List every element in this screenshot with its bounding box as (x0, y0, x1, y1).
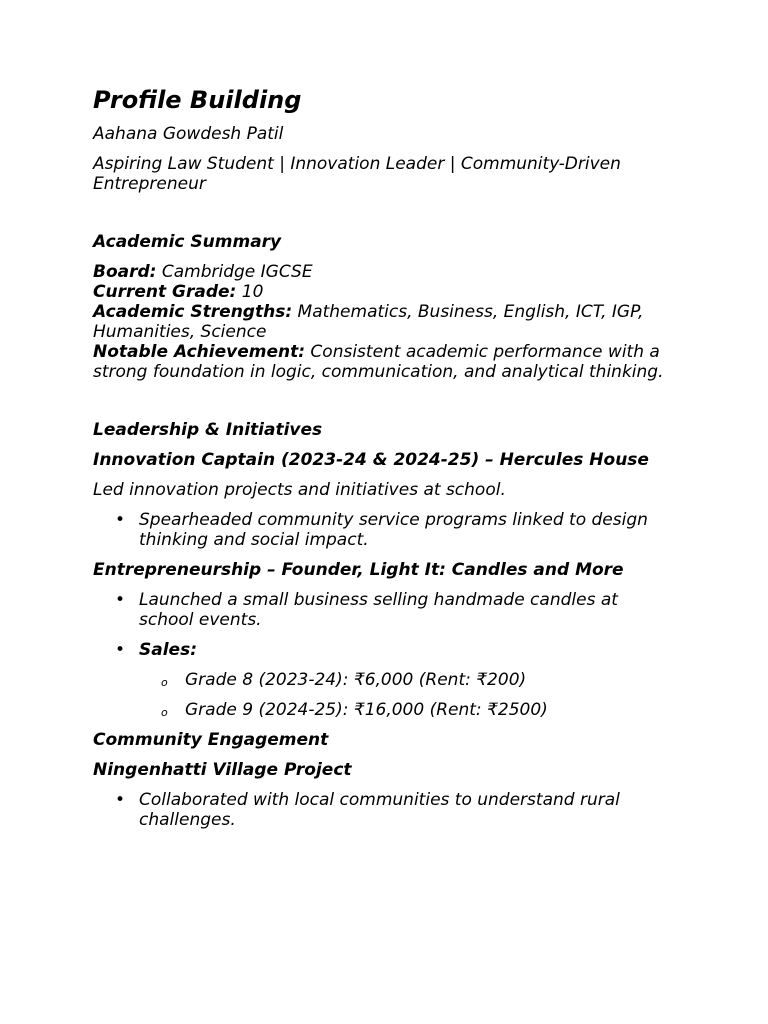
strengths-line (93, 302, 673, 342)
list-item-text: Launched a small business selling handmade candles at school events. (139, 590, 618, 630)
bullet-icon: • (115, 510, 126, 530)
sales-item-text: Grade 9 (2024-25): ₹16,000 (Rent: ₹2500) (185, 700, 548, 720)
list-item-text: Collaborated with local communities to understand rural challenges. (139, 790, 620, 830)
strengths-value: Mathematics, Business, English, ICT, IGP, Humanities, Science (93, 302, 644, 342)
list-item (93, 790, 673, 830)
innovation-captain-title: Innovation Captain (2023-24 & 2024-25) – Hercules House (93, 450, 649, 470)
achievement-label: Notable Achievement: (93, 342, 306, 362)
tagline: Aspiring Law Student | Innovation Leader | Community-Driven Entrepreneur (93, 154, 621, 194)
village-project-title: Ningenhatti Village Project (93, 760, 352, 780)
entrepreneurship-bullets (93, 590, 673, 720)
achievement-value: Consistent academic performance with a strong foundation in logic, communication, and analytical thinking. (93, 342, 664, 382)
student-name: Aahana Gowdesh Patil (93, 124, 284, 144)
leadership-heading: Leadership & Initiatives (93, 420, 323, 440)
academic-summary-details (93, 262, 673, 382)
entrepreneurship-title: Entrepreneurship – Founder, Light It: Candles and More (93, 560, 624, 580)
bullet-icon: • (115, 640, 126, 660)
innovation-captain-description: Led innovation projects and initiatives at school. (93, 480, 506, 500)
sales-label: Sales: (139, 640, 197, 660)
bullet-icon: • (115, 590, 126, 610)
document-page (93, 84, 673, 840)
community-heading: Community Engagement (93, 730, 329, 750)
board-value: Cambridge IGCSE (156, 262, 313, 282)
sales-item (139, 670, 673, 690)
achievement-line (93, 342, 673, 382)
sales-item-text: Grade 8 (2023-24): ₹6,000 (Rent: ₹200) (185, 670, 527, 690)
sales-item (139, 700, 673, 720)
circle-bullet-icon: o (161, 676, 168, 689)
board-line (93, 262, 673, 282)
circle-bullet-icon: o (161, 706, 168, 719)
list-item (93, 510, 673, 550)
innovation-captain-bullets (93, 510, 673, 550)
grade-label: Current Grade: (93, 282, 237, 302)
grade-value: 10 (236, 282, 264, 302)
board-label: Board: (93, 262, 157, 282)
page-title: Profile Building (93, 86, 302, 114)
list-item-text: Spearheaded community service programs linked to design thinking and social impact. (139, 510, 648, 550)
sales-list-item (93, 640, 673, 720)
sales-sub-list (139, 670, 673, 720)
list-item (93, 590, 673, 630)
village-project-bullets (93, 790, 673, 830)
academic-summary-heading: Academic Summary (93, 232, 282, 252)
strengths-label: Academic Strengths: (93, 302, 293, 322)
bullet-icon: • (115, 790, 126, 810)
grade-line (93, 282, 673, 302)
